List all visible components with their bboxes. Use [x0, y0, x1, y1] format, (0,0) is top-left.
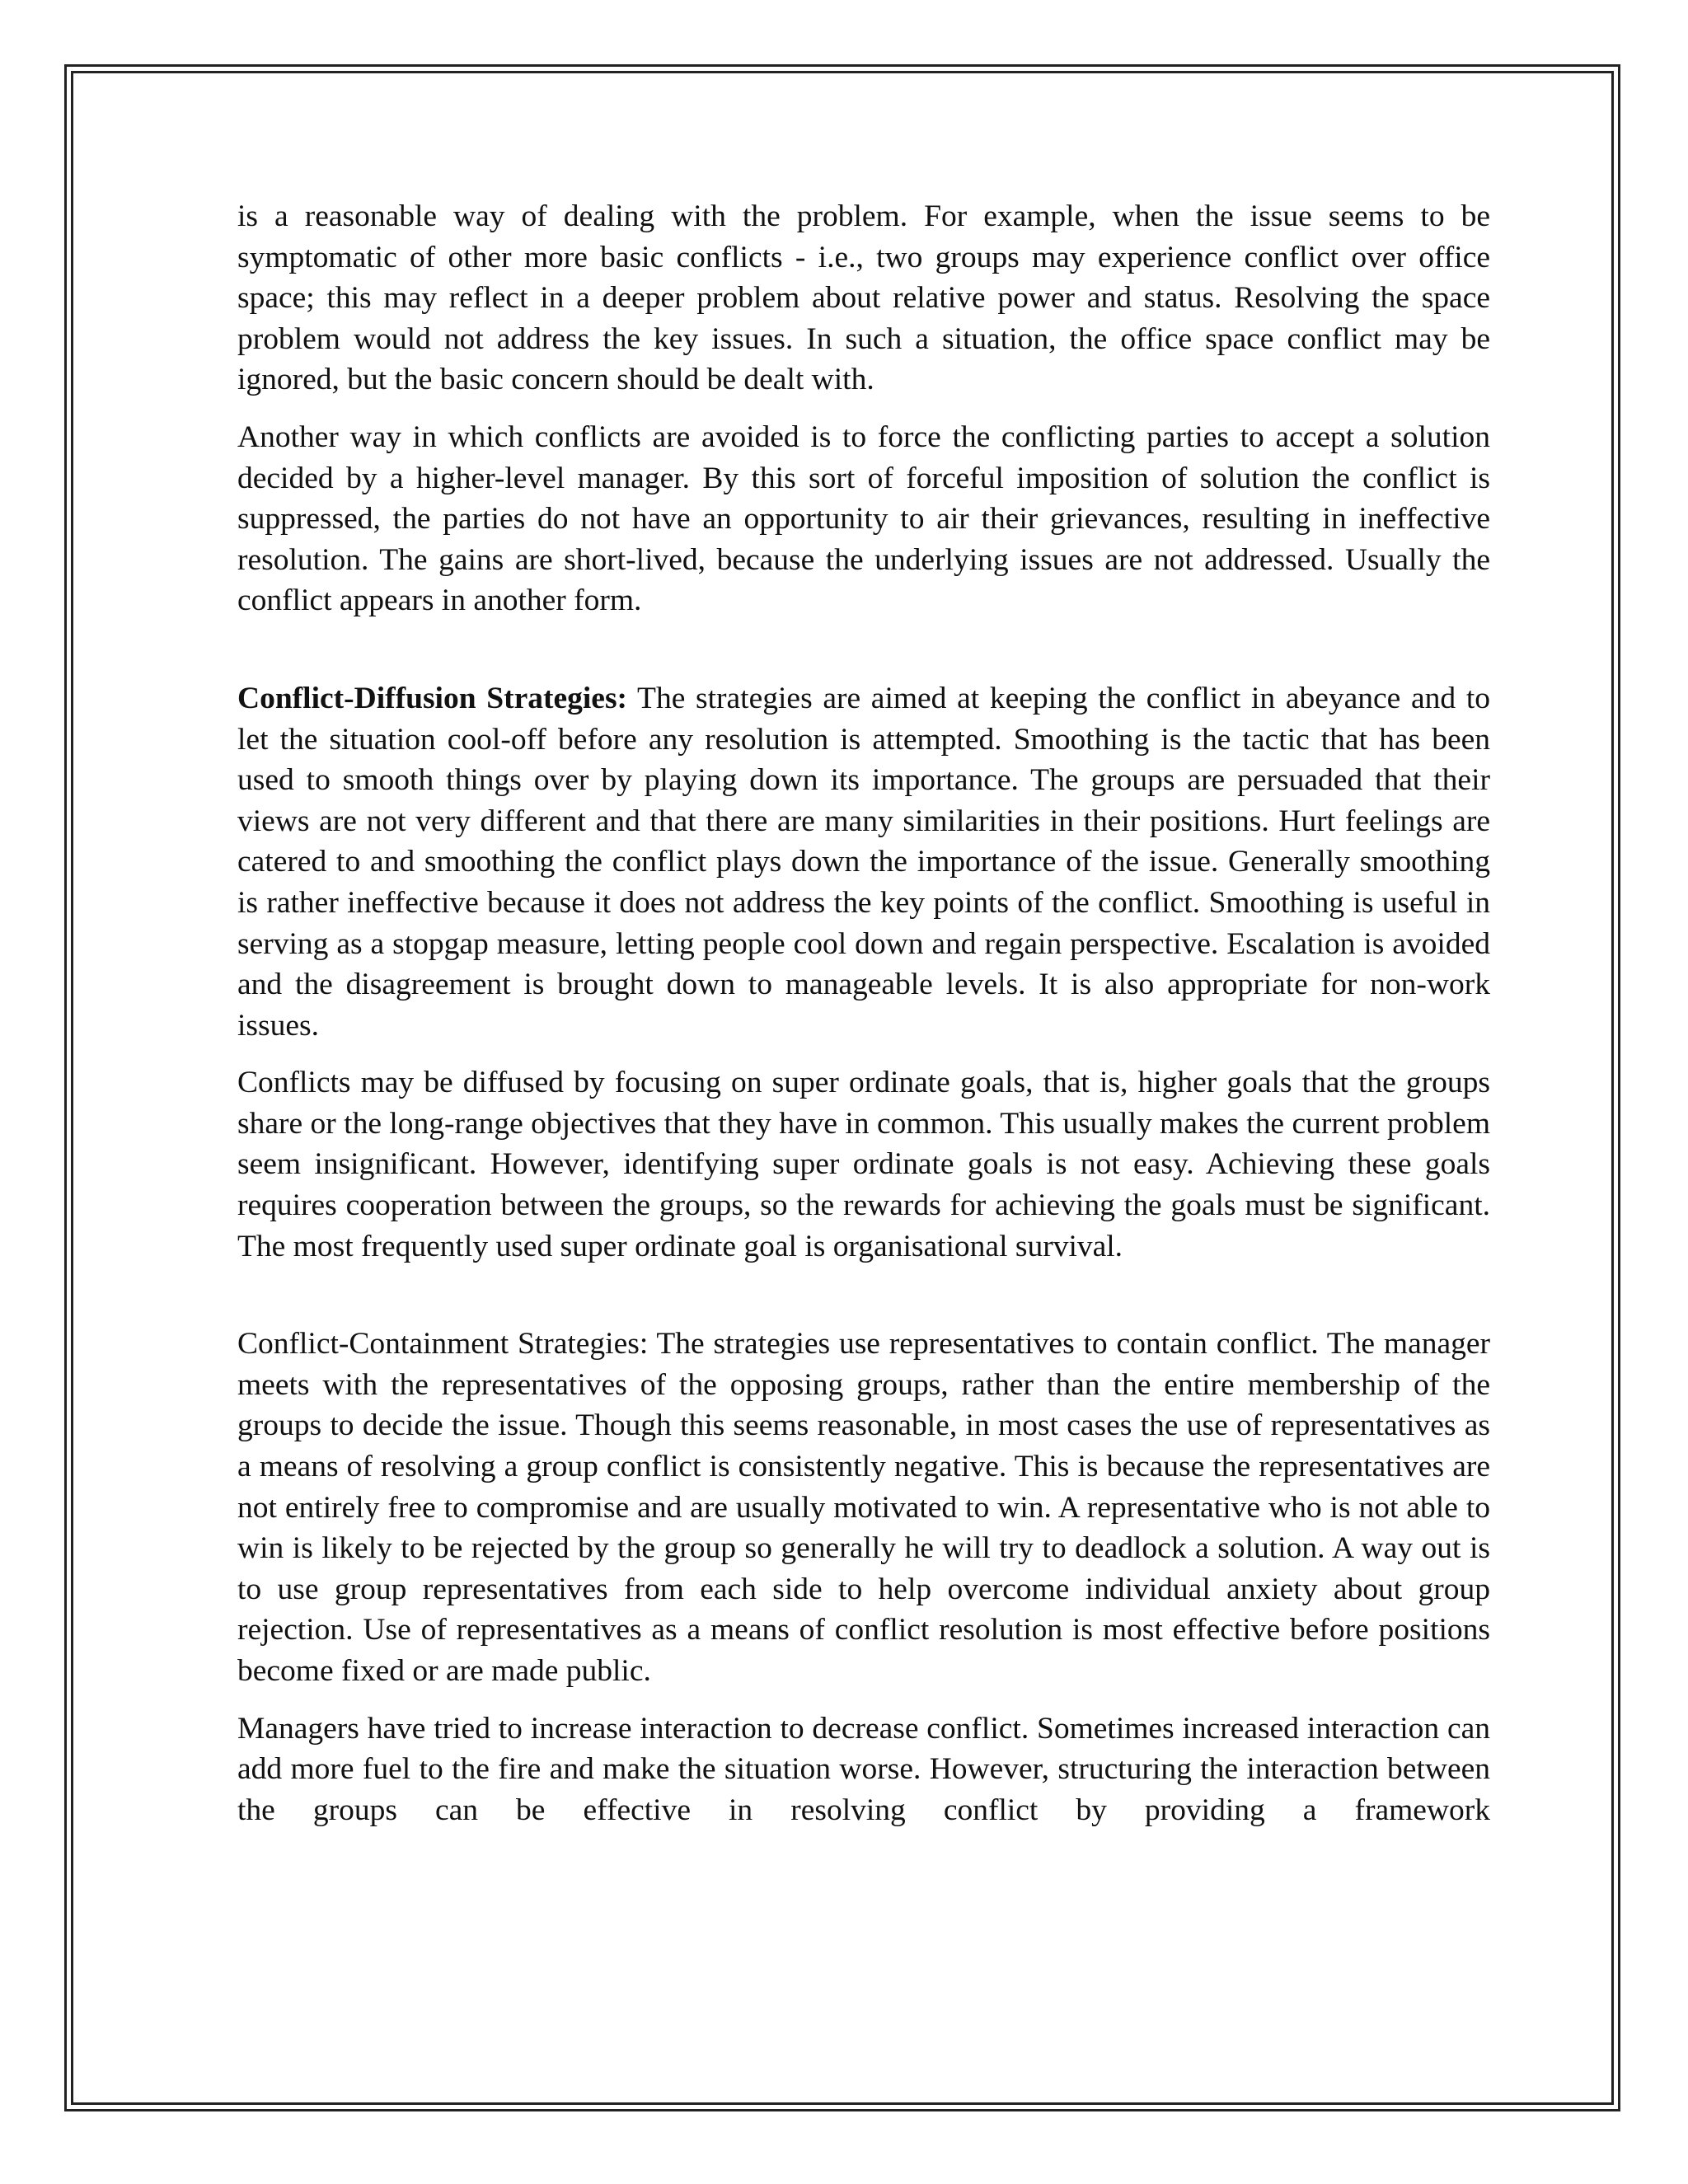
paragraph-5 — [237, 1324, 1490, 1691]
paragraph-4-text: Conflicts may be diffused by focusing on super ordinate goals, that is, higher goals that the groups share or the long-range objectives that they have in common. This usually makes the current problem seem insignificant. However, identifying super ordinate goals is not easy. Achieving these goals requires cooperation between the groups, so the rewards for achieving the goals must be significant. The most frequently used super ordinate goal is organisational survival. — [237, 1066, 1490, 1263]
paragraph-4 — [237, 1062, 1490, 1267]
paragraph-6-text: Managers have tried to increase interaction to decrease conflict. Sometimes increased interaction can add more fuel to the fire and make the situation worse. However, structuring the interaction between the groups can be effective in resolving conflict by providing a framework — [237, 1711, 1490, 1827]
paragraph-6 — [237, 1708, 1490, 1831]
paragraph-2 — [237, 417, 1490, 621]
paragraph-3 — [237, 678, 1490, 1046]
paragraph-gap — [237, 1046, 1490, 1062]
paragraph-2-text: Another way in which conflicts are avoided is to force the conflicting parties to accept a solution decided by a higher-level manager. By this sort of forceful imposition of solution the conflict is suppressed, the parties do not have an opportunity to air their grievances, resulting in ineffective resolution. The gains are short-lived, because the underlying issues are not addressed. Usually the conflict appears in another form. — [237, 419, 1490, 618]
section-gap — [237, 1267, 1490, 1324]
section-heading-conflict-diffusion: Conflict-Diffusion Strategies: — [237, 681, 628, 715]
document-body — [237, 196, 1490, 1830]
paragraph-1-text: is a reasonable way of dealing with the problem. For example, when the issue seems to be symptomatic of other more basic conflicts - i.e., two groups may experience conflict over office space; this may reflect in a deeper problem about relative power and status. Resolving the space problem would not address the key issues. In such a situation, the office space conflict may be ignored, but the basic concern should be dealt with. — [237, 199, 1490, 397]
section-gap — [237, 621, 1490, 678]
paragraph-5-text: Conflict-Containment Strategies: The strategies use representatives to contain conflict. The manager meets with the representatives of the opposing groups, rather than the entire membership of the groups to decide the issue. Though this seems reasonable, in most cases the use of representatives as a means of resolving a group conflict is consistently negative. This is because the representatives are not entirely free to compromise and are usually motivated to win. A representative who is not able to win is likely to be rejected by the group so generally he will try to deadlock a solution. A way out is to use group representatives from each side to help overcome individual anxiety about group rejection. Use of representatives as a means of conflict resolution is most effective before positions become fixed or are made public. — [237, 1327, 1490, 1688]
paragraph-gap — [237, 401, 1490, 417]
paragraph-gap — [237, 1692, 1490, 1708]
paragraph-3-text: The strategies are aimed at keeping the conflict in abeyance and to let the situation cool-off before any resolution is attempted. Smoothing is the tactic that has been used to smooth things over by playing down its importance. The groups are persuaded that their views are not very different and that there are many similarities in their positions. Hurt feelings are catered to and smoothing the conflict plays down the importance of the issue. Generally smoothing is rather ineffective because it does not address the key points of the conflict. Smoothing is useful in serving as a stopgap measure, letting people cool down and regain perspective. Escalation is avoided and the disagreement is brought down to manageable levels. It is also appropriate for non-work issues. — [237, 681, 1490, 1043]
paragraph-1 — [237, 196, 1490, 401]
